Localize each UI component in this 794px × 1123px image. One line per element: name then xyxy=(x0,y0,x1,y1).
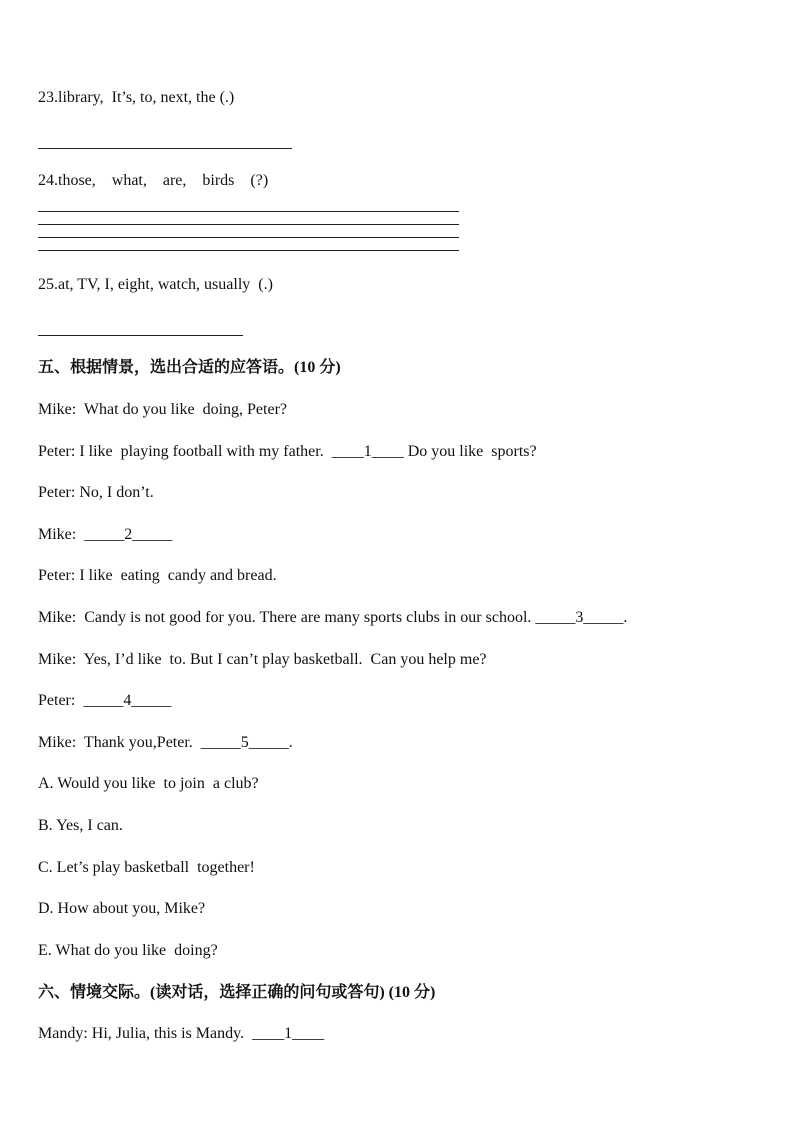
blank-1: ____1____ xyxy=(331,443,404,460)
q24-line: 24.those, what, are, birds (?) xyxy=(38,172,269,189)
q24-answer-line-4 xyxy=(38,250,459,251)
blank-4: _____4_____ xyxy=(83,692,172,709)
q24-answer-line-1 xyxy=(38,211,459,212)
section5-heading: 五、根据情景，选出合适的应答语。(10 分) xyxy=(38,359,341,376)
dialogue-line-9: Mike: Thank you,Peter. _____5_____. xyxy=(38,734,293,751)
section6-line-1: Mandy: Hi, Julia, this is Mandy. ____1____ xyxy=(38,1025,325,1042)
section6-heading: 六、情境交际。(读对话，选择正确的问句或答句) (10 分) xyxy=(38,984,436,1001)
blank-3: _____3_____ xyxy=(535,609,624,626)
dialogue-line-7: Mike: Yes, I’d like to. But I can’t play basketball. Can you help me? xyxy=(38,651,487,668)
option-e: E. What do you like doing? xyxy=(38,942,218,959)
blank-5: _____5_____ xyxy=(200,734,289,751)
dialogue-line-6: Mike: Candy is not good for you. There are many sports clubs in our school. _____3_____. xyxy=(38,609,628,626)
q23-line: 23.library, It’s, to, next, the (.) xyxy=(38,89,235,106)
q23-answer-line xyxy=(38,148,292,149)
s6-blank-1: ____1____ xyxy=(252,1025,325,1042)
option-d: D. How about you, Mike? xyxy=(38,900,206,917)
q25-answer-line xyxy=(38,335,243,336)
q24-answer-line-2 xyxy=(38,224,459,225)
dialogue-line-5: Peter: I like eating candy and bread. xyxy=(38,567,277,584)
dialogue-line-2: Peter: I like playing football with my father. ____1____ Do you like sports? xyxy=(38,443,537,460)
q24-answer-line-3 xyxy=(38,237,459,238)
blank-2: _____2_____ xyxy=(84,526,173,543)
option-b: B. Yes, I can. xyxy=(38,817,123,834)
option-c: C. Let’s play basketball together! xyxy=(38,859,255,876)
dialogue-line-3: Peter: No, I don’t. xyxy=(38,484,154,501)
dialogue-line-1: Mike: What do you like doing, Peter? xyxy=(38,401,287,418)
option-a: A. Would you like to join a club? xyxy=(38,775,259,792)
dialogue-line-8: Peter: _____4_____ xyxy=(38,692,172,709)
q25-line: 25.at, TV, I, eight, watch, usually (.) xyxy=(38,276,273,293)
dialogue-line-4: Mike: _____2_____ xyxy=(38,526,173,543)
